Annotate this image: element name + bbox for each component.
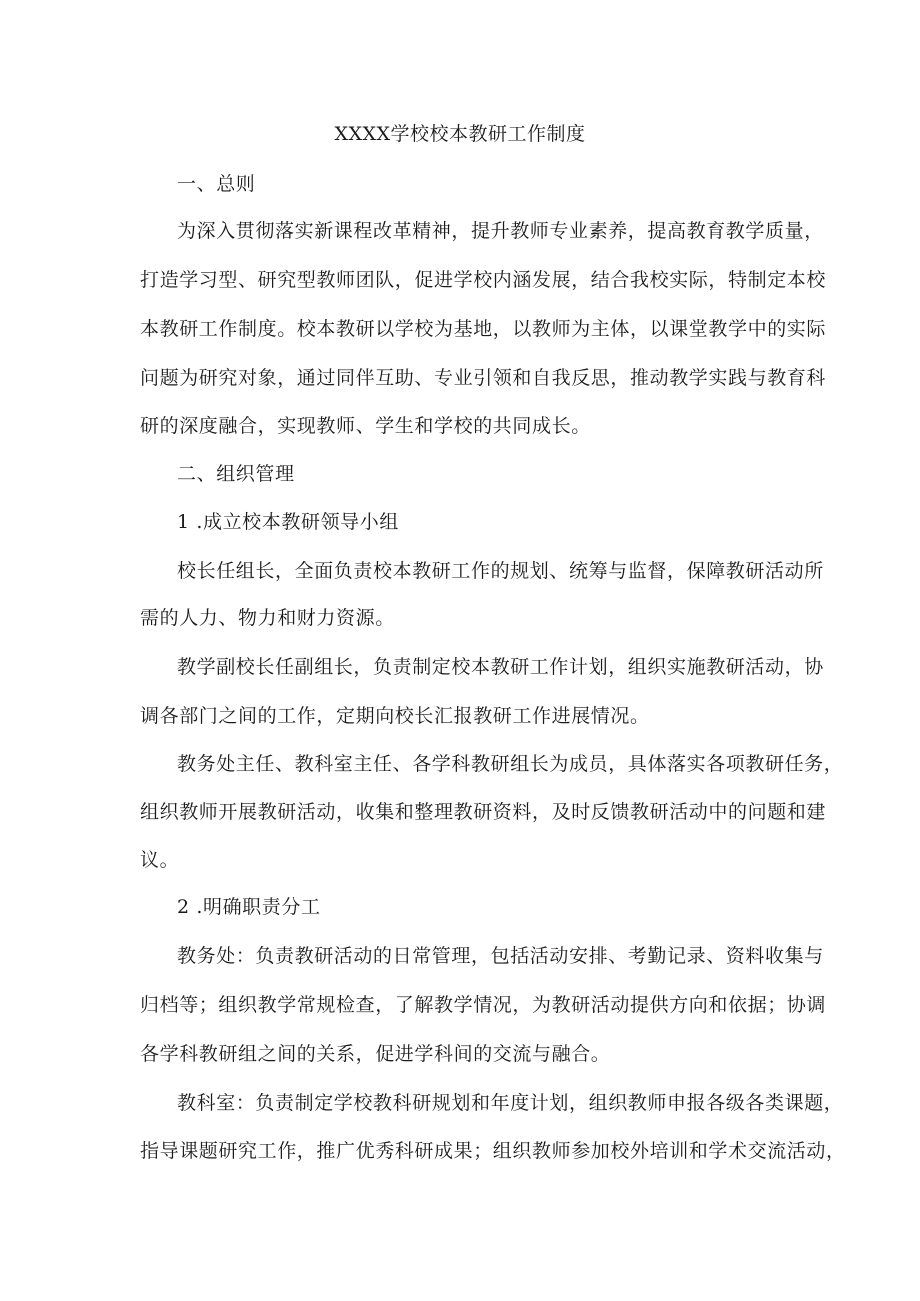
paragraph-line: 教务处：负责教研活动的日常管理，包括活动安排、考勤记录、资料收集与 — [177, 945, 824, 967]
document-title: XXXX学校校本教研工作制度 — [334, 123, 586, 145]
paragraph-line: 需的人力、物力和财力资源。 — [140, 607, 395, 629]
paragraph-line: 为深入贯彻落实新课程改革精神，提升教师专业素养，提高教育教学质量， — [177, 220, 824, 242]
paragraph-line: 校长任组长，全面负责校本教研工作的规划、统筹与监督，保障教研活动所 — [177, 560, 824, 582]
subsection-heading-leadership-group: 1 .成立校本教研领导小组 — [177, 511, 399, 533]
section-heading-organization: 二、组织管理 — [177, 463, 295, 485]
paragraph-line: 本教研工作制度。校本教研以学校为基地，以教师为主体，以课堂教学中的实际 — [140, 318, 827, 340]
paragraph-line: 组织教师开展教研活动，收集和整理教研资料，及时反馈教研活动中的问题和建 — [140, 801, 827, 823]
paragraph-line: 教务处主任、教科室主任、各学科教研组长为成员，具体落实各项教研任务， — [177, 753, 844, 775]
paragraph-line: 打造学习型、研究型教师团队，促进学校内涵发展，结合我校实际，特制定本校 — [140, 269, 827, 291]
paragraph-line: 教科室：负责制定学校教科研规划和年度计划，组织教师申报各级各类课题， — [177, 1092, 844, 1114]
paragraph-line: 议。 — [140, 849, 180, 871]
paragraph-line: 研的深度融合，实现教师、学生和学校的共同成长。 — [140, 415, 591, 437]
paragraph-line: 调各部门之间的工作，定期向校长汇报教研工作进展情况。 — [140, 705, 650, 727]
paragraph-line: 各学科教研组之间的关系，促进学科间的交流与融合。 — [140, 1043, 611, 1065]
paragraph-line: 指导课题研究工作，推广优秀科研成果；组织教师参加校外培训和学术交流活动， — [140, 1140, 846, 1162]
subsection-heading-responsibilities: 2 .明确职责分工 — [177, 896, 321, 918]
paragraph-line: 归档等；组织教学常规检查，了解教学情况，为教研活动提供方向和依据；协调 — [140, 994, 827, 1016]
paragraph-line: 问题为研究对象，通过同伴互助、专业引领和自我反思，推动教学实践与教育科 — [140, 367, 827, 389]
paragraph-line: 教学副校长任副组长，负责制定校本教研工作计划，组织实施教研活动，协 — [177, 656, 824, 678]
section-heading-general: 一、总则 — [177, 173, 256, 195]
